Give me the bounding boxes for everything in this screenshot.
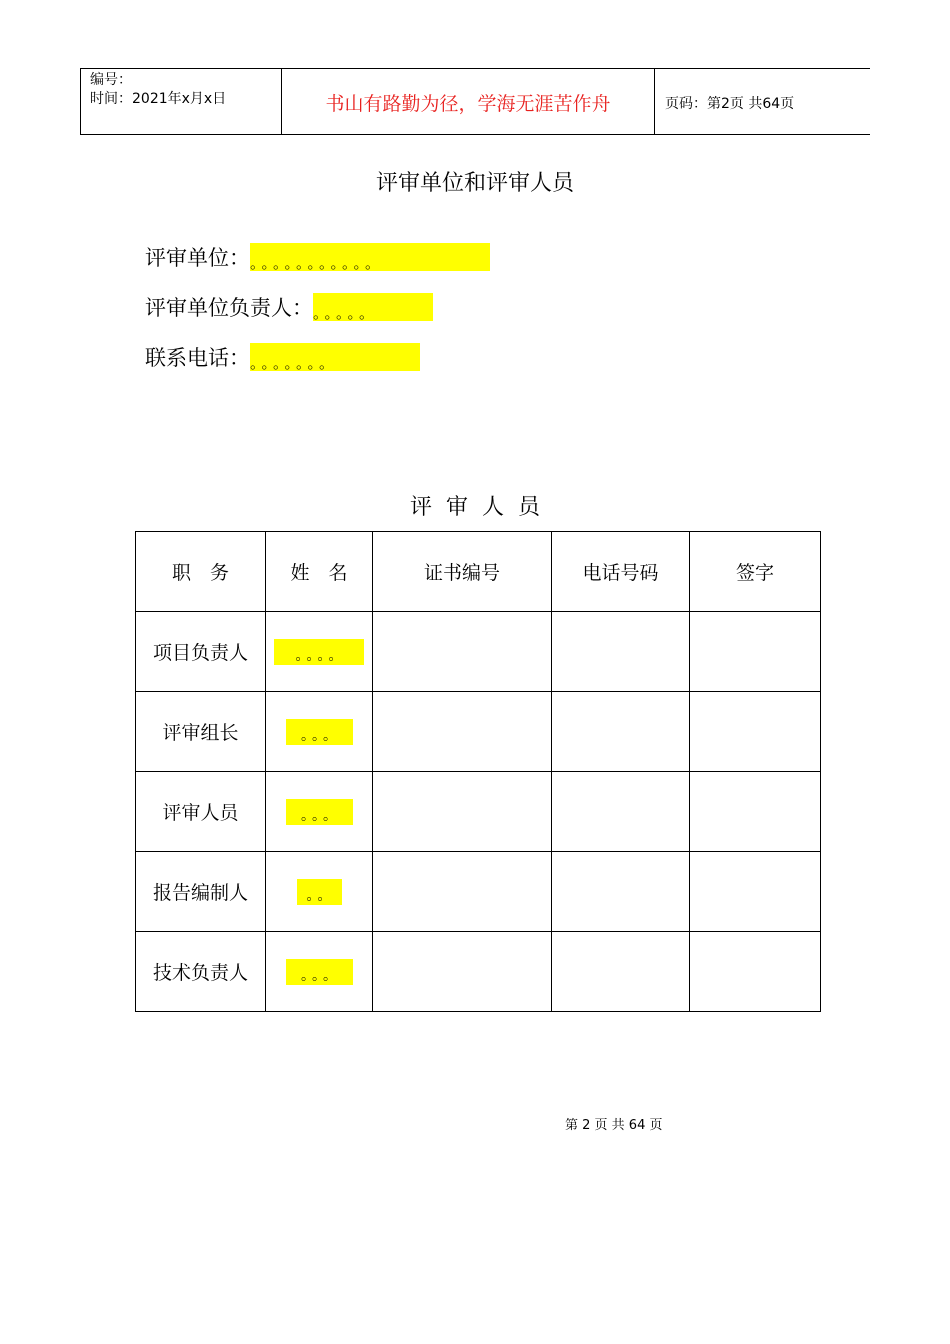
role-cell: 技术负责人: [136, 932, 266, 1012]
col-header-signature: 签字: [690, 532, 821, 612]
table-row: [136, 612, 821, 692]
header-meta: [81, 69, 282, 134]
page-title: 评审单位和评审人员: [375, 171, 574, 196]
certificate-cell: [373, 612, 552, 692]
document-header: [80, 68, 870, 135]
role-cell: 评审组长: [136, 692, 266, 772]
staff-table: [135, 531, 821, 1012]
number-label: 编号：: [90, 72, 132, 88]
name-cell: [266, 692, 373, 772]
name-value: 。。。: [286, 719, 353, 745]
certificate-cell: [373, 772, 552, 852]
table-row: [136, 772, 821, 852]
name-value: 。。: [297, 879, 342, 905]
time-label: 时间：2021年x月x日: [90, 91, 227, 107]
col-header-certificate: 证书编号: [373, 532, 552, 612]
name-cell: [266, 772, 373, 852]
col-header-name: 姓 名: [266, 532, 373, 612]
role-cell: 评审人员: [136, 772, 266, 852]
role-cell: 项目负责人: [136, 612, 266, 692]
section-title: 评审人员: [409, 495, 554, 520]
page-footer: 第 2 页 共 64 页: [565, 1118, 663, 1133]
info-unit-line: [145, 242, 490, 272]
col-header-role: 职 务: [136, 532, 266, 612]
name-cell: [266, 852, 373, 932]
phone-cell: [552, 932, 690, 1012]
certificate-cell: [373, 932, 552, 1012]
head-label: 评审单位负责人：: [145, 296, 313, 320]
table-row: [136, 932, 821, 1012]
unit-label: 评审单位：: [145, 246, 250, 270]
col-header-phone: 电话号码: [552, 532, 690, 612]
certificate-cell: [373, 692, 552, 772]
signature-cell: [690, 772, 821, 852]
signature-cell: [690, 692, 821, 772]
signature-cell: [690, 852, 821, 932]
name-value: 。。。: [286, 959, 353, 985]
phone-cell: [552, 612, 690, 692]
header-motto: 书山有路勤为径，学海无涯苦作舟: [282, 69, 655, 134]
info-head-line: [145, 292, 433, 322]
role-cell: 报告编制人: [136, 852, 266, 932]
table-row: [136, 852, 821, 932]
table-header-row: [136, 532, 821, 612]
signature-cell: [690, 932, 821, 1012]
phone-cell: [552, 692, 690, 772]
phone-cell: [552, 852, 690, 932]
head-value: 。。。。。: [313, 293, 433, 321]
phone-label: 联系电话：: [145, 346, 250, 370]
table-row: [136, 692, 821, 772]
name-value: 。。。。: [274, 639, 364, 665]
signature-cell: [690, 612, 821, 692]
info-phone-line: [145, 342, 420, 372]
phone-value: 。。。。。。。: [250, 343, 420, 371]
phone-cell: [552, 772, 690, 852]
name-cell: [266, 932, 373, 1012]
certificate-cell: [373, 852, 552, 932]
name-value: 。。。: [286, 799, 353, 825]
header-page-label: 页码：第2页 共64页: [665, 95, 795, 112]
unit-value: 。。。。。。。。。。。: [250, 243, 490, 271]
name-cell: [266, 612, 373, 692]
